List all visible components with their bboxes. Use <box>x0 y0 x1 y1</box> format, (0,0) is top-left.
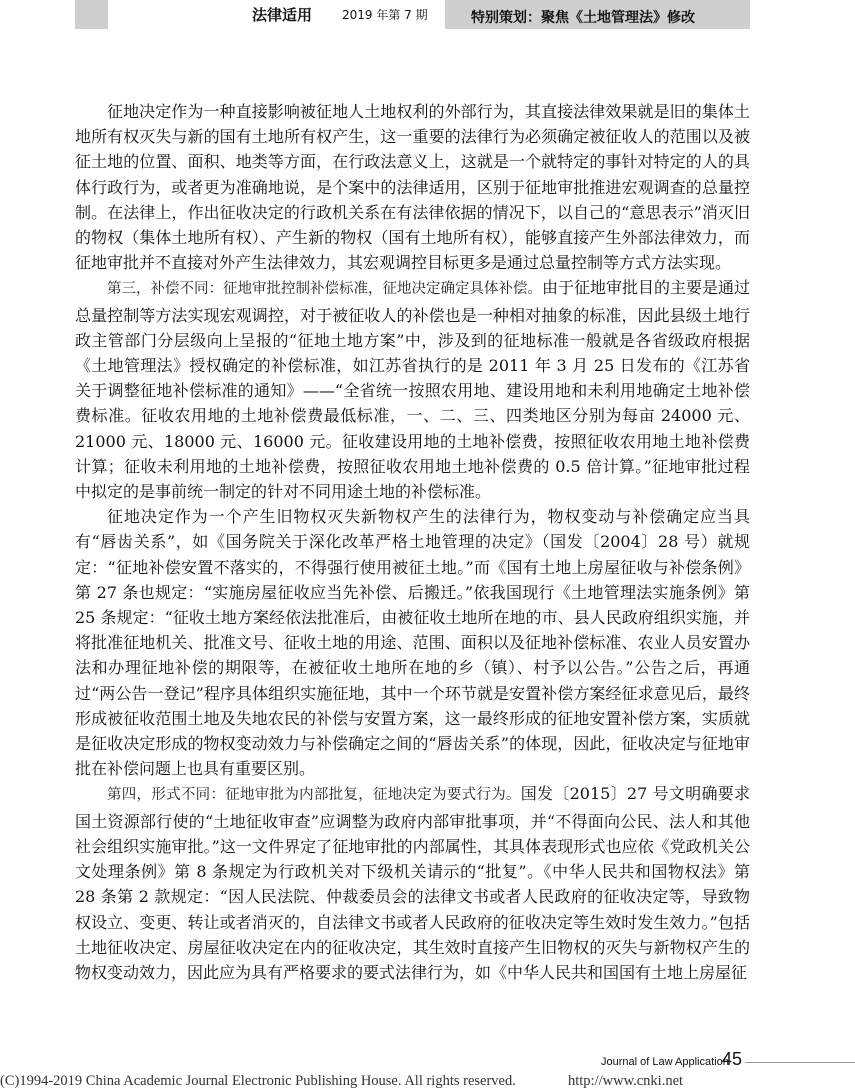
article-body <box>75 99 750 985</box>
cnki-link[interactable]: http://www.cnki.net <box>568 1073 684 1089</box>
copyright-text: (C)1994-2019 China Academic Journal Electronic Publishing House. All rights reserved. <box>0 1073 516 1089</box>
paragraph-text: 征地决定作为一个产生旧物权灭失新物权产生的法律行为，物权变动与补偿确定应当具有“唇齿关系”，如《国务院关于深化改革严格土地管理的决定》（国发〔2004〕28 号）就规定：“征地补偿安置不落实的，不得强行使用被征土地。”而《国有土地上房屋征收与补偿条例》第 27 条也规定：“实施房屋征收应当先补偿、后搬迁。”依我国现行《土地管理法实施条例》第 25 条规定：“征收土地方案经依法批准后，由被征收土地所在地的市、县人民政府组织实施，并将批准征地机关、批准文号、征收土地的用途、范围、面积以及征地补偿标准、农业人员安置办法和办理征地补偿的期限等，在被征收土地所在地的乡（镇）、村予以公告。”公告之后，再通过“两公告一登记”程序具体组织实施征地，其中一个环节就是安置补偿方案经征求意见后，最终形成被征收范围土地及失地农民的补偿与安置方案，这一最终形成的征地安置补偿方案，实质就是征收决定形成的物权变动效力与补偿确定之间的“唇齿关系”的体现，因此，征收决定与征地审批在补偿问题上也具有重要区别。 <box>75 507 750 779</box>
footer-journal-name: Journal of Law Application <box>601 1056 729 1068</box>
paragraph <box>75 275 750 504</box>
journal-issue: 2019 年第 7 期 <box>342 8 428 22</box>
paragraph-text: 征地决定作为一种直接影响被征地人土地权利的外部行为，其直接法律效果就是旧的集体土地所有权灭失与新的国有土地所有权产生，这一重要的法律行为必须确定被征收人的范围以及被征土地的位置、面积、地类等方面，在行政法意义上，这就是一个就特定的事针对特定的人的具体行政行为，或者更为准确地说，是个案中的法律适用，区别于征地审批推进宏观调查的总量控制。在法律上，作出征收决定的行政机关系在有法律依据的情况下，以自己的“意思表示”消灭旧的物权（集体土地所有权）、产生新的物权（国有土地所有权），能够直接产生外部法律效力，而征地审批并不直接对外产生法律效力，其宏观调控目标更多是通过总量控制等方式方法实现。 <box>75 102 750 273</box>
section-lead: 第三，补偿不同：征地审批控制补偿标准，征地决定确定具体补偿。 <box>107 281 542 298</box>
running-header <box>75 0 750 29</box>
footer-divider <box>745 1062 855 1063</box>
copyright-line <box>0 1073 684 1090</box>
journal-name: 法律适用 <box>252 6 313 24</box>
paragraph <box>75 99 750 275</box>
section-lead: 第四，形式不同：征地审批为内部批复，征地决定为要式行为。 <box>107 787 521 804</box>
paragraph <box>75 781 750 985</box>
special-topic-title: 特别策划：聚焦《土地管理法》修改 <box>471 10 695 26</box>
paragraph-text: 由于征地审批目的主要是通过总量控制等方法实现宏观调控，对于被征收人的补偿也是一种相对抽象的标准，因此县级土地行政主管部门分层级向上呈报的“征地土地方案”中，涉及到的征地标准一般就是各省级政府根据《土地管理法》授权确定的补偿标准，如江苏省执行的是 2011 年 3 月 25 日发布的《江苏省关于调整征地补偿标准的通知》——“全省统一按照农用地、建设用地和未利用地确定土地补偿费标准。征收农用地的土地补偿费最低标准，一、二、三、四类地区分别为每亩 24000 元、21000 元、18000 元、16000 元。征收建设用地的土地补偿费，按照征收农用地土地补偿费计算；征收未利用地的土地补偿费，按照征收农用地土地补偿费的 0.5 倍计算。”征地审批过程中拟定的是事前统一制定的针对不同用途土地的补偿标准。 <box>75 278 751 502</box>
page-number: 45 <box>722 1049 743 1069</box>
paragraph <box>75 504 750 781</box>
journal-header-box <box>108 0 445 29</box>
paragraph-text: 国发〔2015〕27 号文明确要求国土资源部行使的“土地征收审查”应调整为政府内部审批事项，并“不得面向公民、法人和其他社会组织实施审批。”这一文件界定了征地审批的内部属性，其具体表现形式也应依《党政机关公文处理条例》第 8 条规定为行政机关对下级机关请示的“批复”。《中华人民共和国物权法》第 28 条第 2 款规定：“因人民法院、仲裁委员会的法律文书或者人民政府的征收决定等，导致物权设立、变更、转让或者消灭的，自法律文书或者人民政府的征收决定等生效时发生效力。”包括土地征收决定、房屋征收决定在内的征收决定，其生效时直接产生旧物权的灭失与新物权产生的物权变动效力，因此应为具有严格要求的要式法律行为，如《中华人民共和国国有土地上房屋征 <box>75 784 750 982</box>
